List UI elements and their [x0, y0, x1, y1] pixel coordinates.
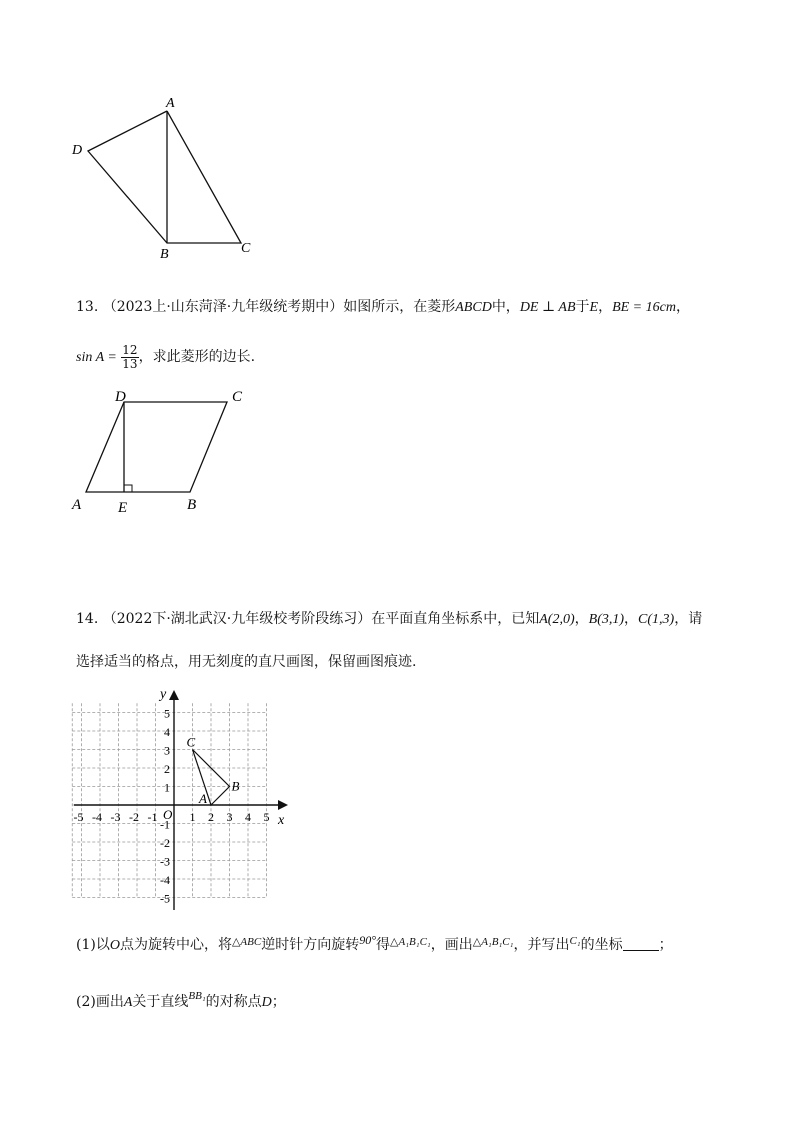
- label-c: C: [241, 241, 251, 256]
- q13-abcd: ABCD: [455, 300, 492, 315]
- label-d: D: [72, 143, 83, 158]
- q14-degree: 90°: [359, 933, 377, 947]
- x-tick-label: 2: [208, 810, 214, 824]
- q13-fraction: $\frac{12}{13}$: [122, 342, 138, 371]
- answer-blank[interactable]: [623, 936, 659, 951]
- y-axis-label: y: [160, 687, 167, 702]
- y-tick-label: 2: [164, 762, 170, 776]
- q13-de-ab: DE ⊥ AB: [519, 300, 576, 315]
- tick-labels: [74, 707, 270, 906]
- figure-rhombus: [60, 380, 290, 520]
- y-tick-label: -1: [160, 817, 170, 832]
- triangle-label-b: B: [231, 778, 240, 794]
- q13-sin-a: sin A =: [76, 350, 117, 365]
- label-d: D: [115, 389, 126, 405]
- label-a: A: [166, 96, 175, 111]
- q14-number: 14.: [76, 611, 99, 627]
- x-tick-label: -4: [92, 810, 102, 824]
- q14-tri-a1b1c1-second: △A₁B₁C₁: [472, 936, 514, 948]
- q14-point-b: B(3,1): [588, 612, 625, 627]
- q14-part1: (1)以O点为旋转中心，将$^{\triangle ABC}$逆时针方向旋转90°得$^{\triangle A_1B_1C_1}$，画出$^{\triangle A_1B_1C_1}$，并写出$^{C_1}$的坐标 ；: [76, 933, 673, 953]
- q13-number: 13.: [76, 299, 99, 315]
- right-angle-mark: [124, 485, 132, 492]
- y-tick-label: 4: [164, 725, 170, 739]
- x-tick-label: 5: [263, 810, 270, 824]
- figure-quadrilateral: [60, 90, 280, 270]
- label-e: E: [118, 500, 128, 516]
- q14-c1: C₁: [569, 935, 581, 947]
- y-tick-label: 3: [164, 743, 170, 758]
- x-axis-arrow: [278, 800, 288, 810]
- q14-bb1: BB₁: [188, 990, 206, 1002]
- q14-source: （2022下·湖北武汉·九年级校考阶段练习）: [102, 611, 372, 627]
- x-tick-label: -2: [129, 810, 139, 824]
- q13-line2: sin A = $\frac{12}{13}$ ，求此菱形的边长.: [76, 342, 256, 371]
- x-tick-label: -5: [73, 810, 84, 824]
- q14-point-a: A(2,0): [539, 612, 575, 627]
- q14-point-c: C(1,3): [638, 612, 675, 627]
- x-tick-label: 4: [245, 810, 251, 824]
- x-tick-label: -3: [110, 810, 121, 824]
- label-c: C: [232, 389, 243, 405]
- q13-line1: 13. （2023上·山东菏泽·九年级统考期中）如图所示，在菱形ABCD中，DE ⊥ AB于E，BE = 16cm，: [76, 299, 690, 315]
- q13-be: BE = 16cm: [612, 300, 676, 315]
- q14-tri-abc: △ABC: [231, 936, 262, 948]
- origin-label: O: [163, 807, 173, 822]
- y-tick-label: -2: [160, 836, 170, 850]
- x-tick-label: 3: [226, 810, 233, 824]
- y-tick-label: 5: [164, 706, 170, 721]
- q14-part2: (2)画出A关于直线$^{BB_1}$的对称点D；: [76, 990, 286, 1010]
- y-tick-label: -3: [160, 854, 170, 869]
- x-tick-label: 1: [189, 810, 196, 824]
- label-b: B: [160, 247, 169, 262]
- triangle-label-a: A: [199, 791, 207, 806]
- y-tick-label: -5: [160, 891, 170, 906]
- q14-line1: 14. （2022下·湖北武汉·九年级校考阶段练习）在平面直角坐标系中，已知A(2,0)，B(3,1)，C(1,3)，请: [76, 611, 703, 627]
- q14-tri-a1b1c1: △A₁B₁C₁: [390, 936, 431, 948]
- label-b: B: [187, 497, 197, 513]
- y-tick-label: -4: [160, 873, 170, 887]
- y-axis-arrow: [169, 690, 179, 700]
- rhombus-outline: [86, 402, 227, 492]
- triangle-label-c: C: [186, 734, 196, 750]
- q14-line2: 选择适当的格点，用无刻度的直尺画图，保留画图痕迹.: [76, 654, 417, 670]
- coordinate-grid-figure: [60, 680, 300, 910]
- quadrilateral-outline: [88, 111, 241, 243]
- y-tick-label: 1: [164, 780, 170, 795]
- x-tick-label: -1: [147, 810, 158, 824]
- label-a: A: [72, 497, 82, 513]
- x-axis-label: x: [278, 813, 285, 828]
- q13-source: （2023上·山东菏泽·九年级统考期中）: [102, 299, 344, 315]
